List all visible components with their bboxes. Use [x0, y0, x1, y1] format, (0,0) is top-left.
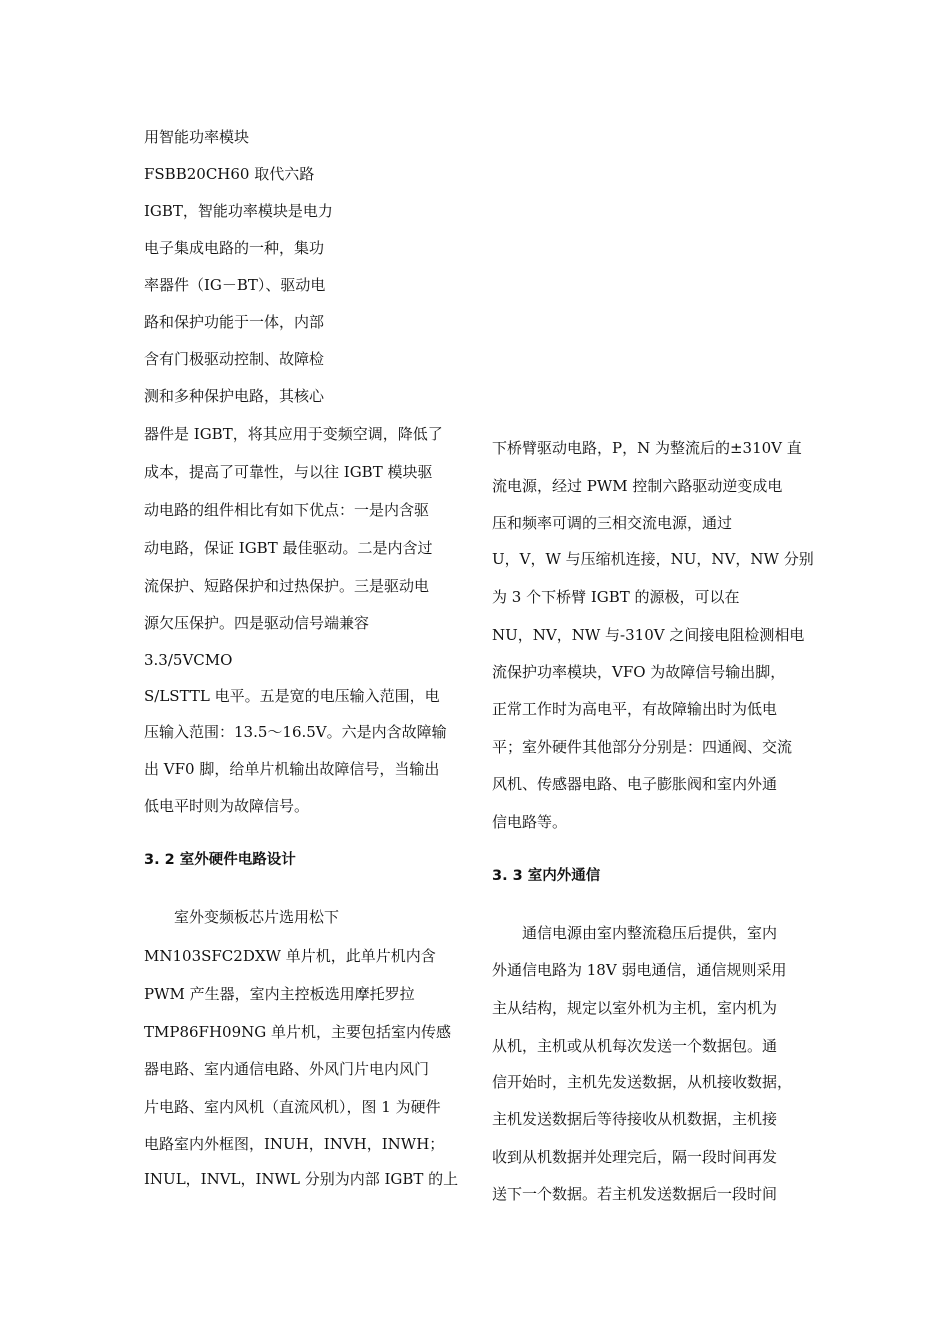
text-line: 低电平时则为故障信号。 — [144, 797, 310, 815]
text-line: 流保护功率模块，VFO 为故障信号输出脚， — [492, 663, 786, 681]
text-line: 测和多种保护电路，其核心 — [144, 387, 325, 405]
text-line: INUL，INVL，INWL 分别为内部 IGBT 的上 — [144, 1170, 459, 1188]
text-line: 正常工作时为高电平，有故障输出时为低电 — [492, 700, 778, 718]
text-line: 为 3 个下桥臂 IGBT 的源极，可以在 — [492, 588, 740, 606]
text-line: 片电路、室内风机（直流风机），图 1 为硬件 — [144, 1098, 441, 1116]
text-line: 3.3/5VCMO — [144, 651, 233, 669]
text-line: 压输入范围：13.5～16.5V。六是内含故障输 — [144, 723, 447, 741]
text-line: 出 VF0 脚，给单片机输出故障信号，当输出 — [144, 760, 440, 778]
text-line: 下桥臂驱动电路，P，N 为整流后的±310V 直 — [492, 439, 802, 457]
text-line: 电子集成电路的一种，集功 — [144, 239, 325, 257]
text-line: 风机、传感器电路、电子膨胀阀和室内外通 — [492, 775, 778, 793]
text-line: 器件是 IGBT，将其应用于变频空调，降低了 — [144, 425, 443, 443]
text-line: 器电路、室内通信电路、外风门片电内风门 — [144, 1060, 430, 1078]
text-line: NU，NV，NW 与-310V 之间接电阻检测相电 — [492, 626, 805, 644]
text-line: PWM 产生器，室内主控板选用摩托罗拉 — [144, 985, 415, 1003]
text-line: 路和保护功能于一体，内部 — [144, 313, 325, 331]
text-line: 通信电源由室内整流稳压后提供，室内 — [492, 924, 778, 942]
text-line: IGBT，智能功率模块是电力 — [144, 202, 333, 220]
text-line: FSBB20CH60 取代六路 — [144, 165, 315, 183]
text-line: MN103SFC2DXW 单片机，此单片机内含 — [144, 947, 436, 965]
text-line: 室外变频板芯片选用松下 — [144, 908, 340, 926]
text-line: TMP86FH09NG 单片机，主要包括室内传感 — [144, 1023, 451, 1041]
text-line: 流电源，经过 PWM 控制六路驱动逆变成电 — [492, 477, 783, 495]
text-line: 压和频率可调的三相交流电源，通过 — [492, 514, 733, 532]
text-line: 电路室内外框图，INUH，INVH，INWH； — [144, 1135, 445, 1153]
text-line: 收到从机数据并处理完后，隔一段时间再发 — [492, 1148, 778, 1166]
text-line: 送下一个数据。若主机发送数据后一段时间 — [492, 1185, 778, 1203]
text-line: 主从结构，规定以室外机为主机，室内机为 — [492, 999, 778, 1017]
text-line: U，V，W 与压缩机连接，NU，NV，NW 分别 — [492, 550, 814, 568]
text-line: 含有门极驱动控制、故障检 — [144, 350, 325, 368]
text-line: 平；室外硬件其他部分分别是：四通阀、交流 — [492, 738, 793, 756]
text-line: 率器件（IG－BT）、驱动电 — [144, 276, 326, 294]
text-line: 信电路等。 — [492, 813, 568, 831]
text-line: 用智能功率模块 — [144, 128, 250, 146]
section-heading: 3. 2 室外硬件电路设计 — [144, 852, 296, 868]
text-line: 动电路的组件相比有如下优点：一是内含驱 — [144, 501, 430, 519]
text-line: 信开始时，主机先发送数据，从机接收数据， — [492, 1073, 793, 1091]
text-line: 主机发送数据后等待接收从机数据，主机接 — [492, 1110, 778, 1128]
text-line: 从机，主机或从机每次发送一个数据包。通 — [492, 1037, 778, 1055]
text-line: 外通信电路为 18V 弱电通信，通信规则采用 — [492, 961, 787, 979]
text-line: S/LSTTL 电平。五是宽的电压输入范围，电 — [144, 687, 440, 705]
text-line: 源欠压保护。四是驱动信号端兼容 — [144, 614, 370, 632]
section-heading: 3. 3 室内外通信 — [492, 868, 601, 884]
text-line: 流保护、短路保护和过热保护。三是驱动电 — [144, 577, 430, 595]
text-line: 动电路，保证 IGBT 最佳驱动。二是内含过 — [144, 539, 433, 557]
text-line: 成本，提高了可靠性，与以往 IGBT 模块驱 — [144, 463, 433, 481]
